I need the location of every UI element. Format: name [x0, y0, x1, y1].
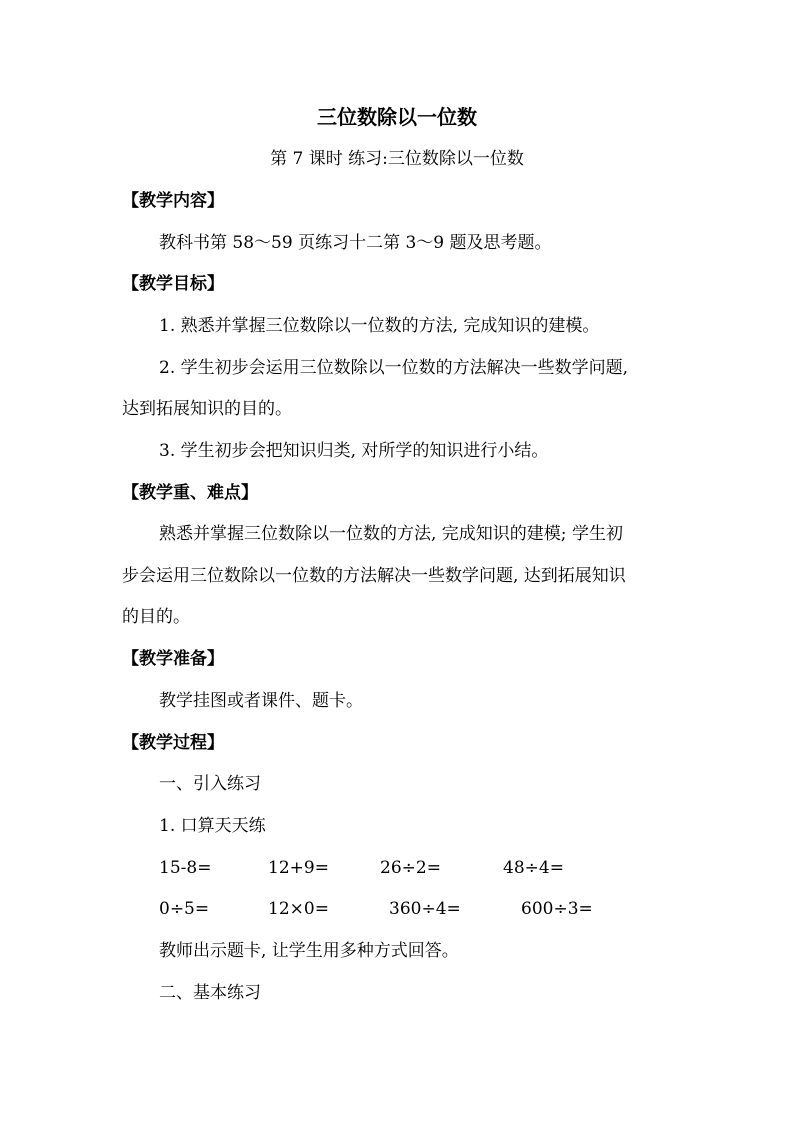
section-heading-key-points: 【教学重、难点】 [122, 483, 258, 503]
key-points-line-1: 熟悉并掌握三位数除以一位数的方法, 完成知识的建模; 学生初 [159, 524, 623, 544]
goal-item-3: 3. 学生初步会把知识归类, 对所学的知识进行小结。 [159, 441, 549, 461]
content-text: 教科书第 58～59 页练习十二第 3～9 题及思考题。 [159, 233, 552, 253]
document-title: 三位数除以一位数 [317, 105, 477, 129]
goal-item-1: 1. 熟悉并掌握三位数除以一位数的方法, 完成知识的建模。 [159, 316, 600, 336]
math-problem: 0÷5= [159, 899, 210, 919]
math-problem: 360÷4= [389, 899, 461, 919]
math-problem: 600÷3= [521, 899, 593, 919]
math-problem: 15-8= [159, 858, 212, 878]
section-heading-goals: 【教学目标】 [122, 274, 224, 294]
section-heading-preparation: 【教学准备】 [122, 649, 224, 669]
section-heading-content: 【教学内容】 [122, 191, 224, 211]
section-heading-process: 【教学过程】 [122, 733, 224, 753]
preparation-text: 教学挂图或者课件、题卡。 [159, 691, 363, 711]
key-points-line-2: 步会运用三位数除以一位数的方法解决一些数学问题, 达到拓展知识 [122, 566, 626, 586]
math-problem: 12×0= [268, 899, 329, 919]
goal-item-2-line-2: 达到拓展知识的目的。 [122, 399, 292, 419]
math-problem: 48÷4= [503, 858, 564, 878]
process-note: 教师出示题卡, 让学生用多种方式回答。 [159, 941, 459, 961]
math-problem: 12+9= [268, 858, 329, 878]
process-step-1: 一、引入练习 [159, 774, 261, 794]
document-subtitle: 第 7 课时 练习:三位数除以一位数 [270, 149, 524, 169]
process-sub-1: 1. 口算天天练 [159, 816, 266, 836]
process-step-2: 二、基本练习 [159, 983, 261, 1003]
math-problem: 26÷2= [380, 858, 441, 878]
goal-item-2-line-1: 2. 学生初步会运用三位数除以一位数的方法解决一些数学问题, [159, 358, 629, 378]
key-points-line-3: 的目的。 [122, 607, 190, 627]
